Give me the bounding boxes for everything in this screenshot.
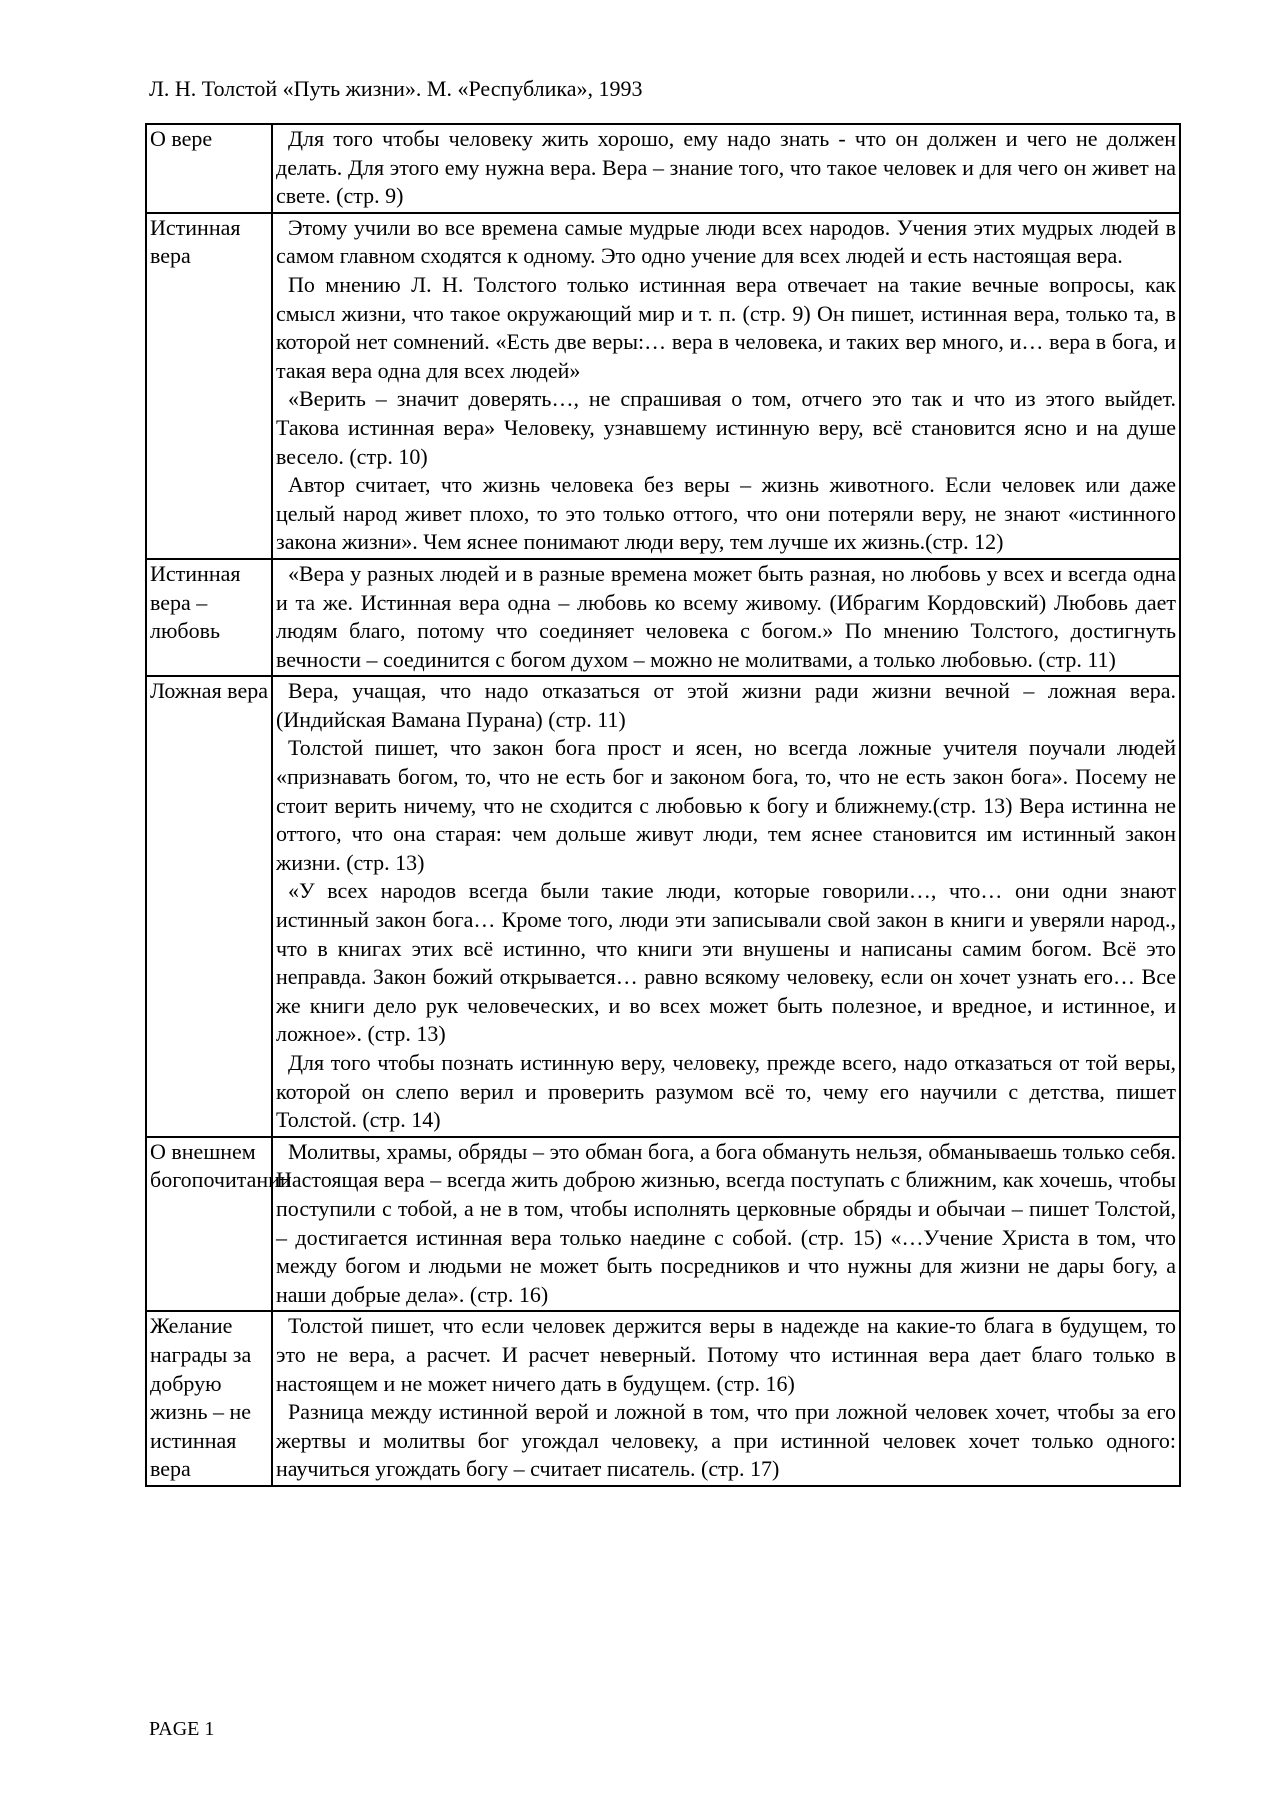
row-topic: Желание награды за добрую жизнь – не истинная вера <box>146 1311 272 1486</box>
paragraph: Этому учили во все времена самые мудрые люди всех народов. Учения этих мудрых людей в самом главном сходятся к одному. Это одно учение для всех людей и есть настоящая вера. <box>276 214 1176 269</box>
row-content <box>272 1137 1180 1312</box>
table-row <box>146 1137 1180 1312</box>
paragraph: Для того чтобы познать истинную веру, человеку, прежде всего, надо отказаться от той веры, которой он слепо верил и проверить разумом всё то, чему его научили с детства, пишет Толстой. (стр. 14) <box>276 1050 1176 1133</box>
page-number: PAGE 1 <box>149 1718 215 1740</box>
paragraph: Молитвы, храмы, обряды – это обман бога, а бога обмануть нельзя, обманываешь только себя. Настоящая вера – всегда жить доброю жизнью, всегда поступать с ближним, как хочешь, чтобы поступили с тобой, а не в том, чтобы исполнять церковные обряды и обычаи – пишет Толстой, – достигается истинная вера только наедине с собой. (стр. 15) «…Учение Христа в том, что между богом и людьми не может быть посредников и что нужны для жизни не дары богу, а наши добрые дела». (стр. 16) <box>276 1138 1176 1307</box>
paragraph: Толстой пишет, что если человек держится веры в надежде на какие-то блага в будущем, то это не вера, а расчет. И расчет неверный. Потому что истинная вера дает благо только в настоящем и не может ничего дать в будущем. (стр. 16) <box>276 1313 1176 1396</box>
table-row <box>146 124 1180 213</box>
paragraph: Разница между истинной верой и ложной в том, что при ложной человек хочет, чтобы за его жертвы и молитвы бог угождал человеку, а при истинной человек хочет только одного: научиться угождать богу – считает писатель. (стр. 17) <box>276 1399 1176 1482</box>
row-content <box>272 213 1180 559</box>
page-header: Л. Н. Толстой «Путь жизни». М. «Республика», 1993 <box>149 76 643 101</box>
paragraph: «У всех народов всегда были такие люди, которые говорили…, что… они одни знают истинный закон бога… Кроме того, люди эти записывали свой закон в книги и уверяли народ., что в книгах этих всё истинно, что книги эти внушены и написаны самим богом. Всё это неправда. Закон божий открывается… равно всякому человеку, если он хочет узнать его… Все же книги дело рук человеческих, и во всех может быть полезное, и вредное, и истинное, и ложное». (стр. 13) <box>276 878 1176 1047</box>
row-topic: Ложная вера <box>146 676 272 1137</box>
paragraph: Толстой пишет, что закон бога прост и ясен, но всегда ложные учителя поучали людей «признавать богом, то, что не есть бог и законом бога, то, что не есть закон бога». Посему не стоит верить ничему, что не сходится с любовью к богу и ближнему.(стр. 13) Вера истинна не оттого, что она старая: чем дольше живут люди, тем яснее становится им истинный закон жизни. (стр. 13) <box>276 735 1176 875</box>
row-content <box>272 559 1180 676</box>
paragraph: Автор считает, что жизнь человека без веры – жизнь животного. Если человек или даже целый народ живет плохо, то это только оттого, что они потеряли веру, не знают «истинного закона жизни». Чем яснее понимают люди веру, тем лучше их жизнь.(стр. 12) <box>276 472 1176 555</box>
paragraph: «Верить – значит доверять…, не спрашивая о том, отчего это так и что из этого выйдет. Такова истинная вера» Человеку, узнавшему истинную веру, всё становится ясно и на душе весело. (стр. 10) <box>276 386 1176 469</box>
paragraph: По мнению Л. Н. Толстого только истинная вера отвечает на такие вечные вопросы, как смысл жизни, что такое окружающий мир и т. п. (стр. 9) Он пишет, истинная вера, только та, в которой нет сомнений. «Есть две веры:… вера в человека, и таких вер много, и… вера в бога, и такая вера одна для всех людей» <box>276 271 1176 383</box>
table-row <box>146 1311 1180 1486</box>
row-topic: О внешнем богопочитании <box>146 1137 272 1312</box>
row-content <box>272 1311 1180 1486</box>
paragraph: Вера, учащая, что надо отказаться от этой жизни ради жизни вечной – ложная вера. (Индийская Вамана Пурана) (стр. 11) <box>276 678 1176 732</box>
row-topic: Истинная вера – любовь <box>146 559 272 676</box>
paragraph: Для того чтобы человеку жить хорошо, ему надо знать - что он должен и чего не должен делать. Для этого ему нужна вера. Вера – знание того, что такое человек и для чего он живет на свете. (стр. 9) <box>276 126 1176 209</box>
row-content <box>272 124 1180 213</box>
row-topic: Истинная вера <box>146 213 272 559</box>
table-row <box>146 559 1180 676</box>
notes-table <box>145 123 1181 1487</box>
row-topic: О вере <box>146 124 272 213</box>
paragraph: «Вера у разных людей и в разные времена может быть разная, но любовь у всех и всегда одна и та же. Истинная вера одна – любовь ко всему живому. (Ибрагим Кордовский) Любовь дает людям благо, потому что соединяет человека с богом.» По мнению Толстого, достигнуть вечности – соединится с богом духом – можно не молитвами, а только любовью. (стр. 11) <box>276 560 1176 672</box>
row-content <box>272 676 1180 1137</box>
table-row <box>146 213 1180 559</box>
table-row <box>146 676 1180 1137</box>
